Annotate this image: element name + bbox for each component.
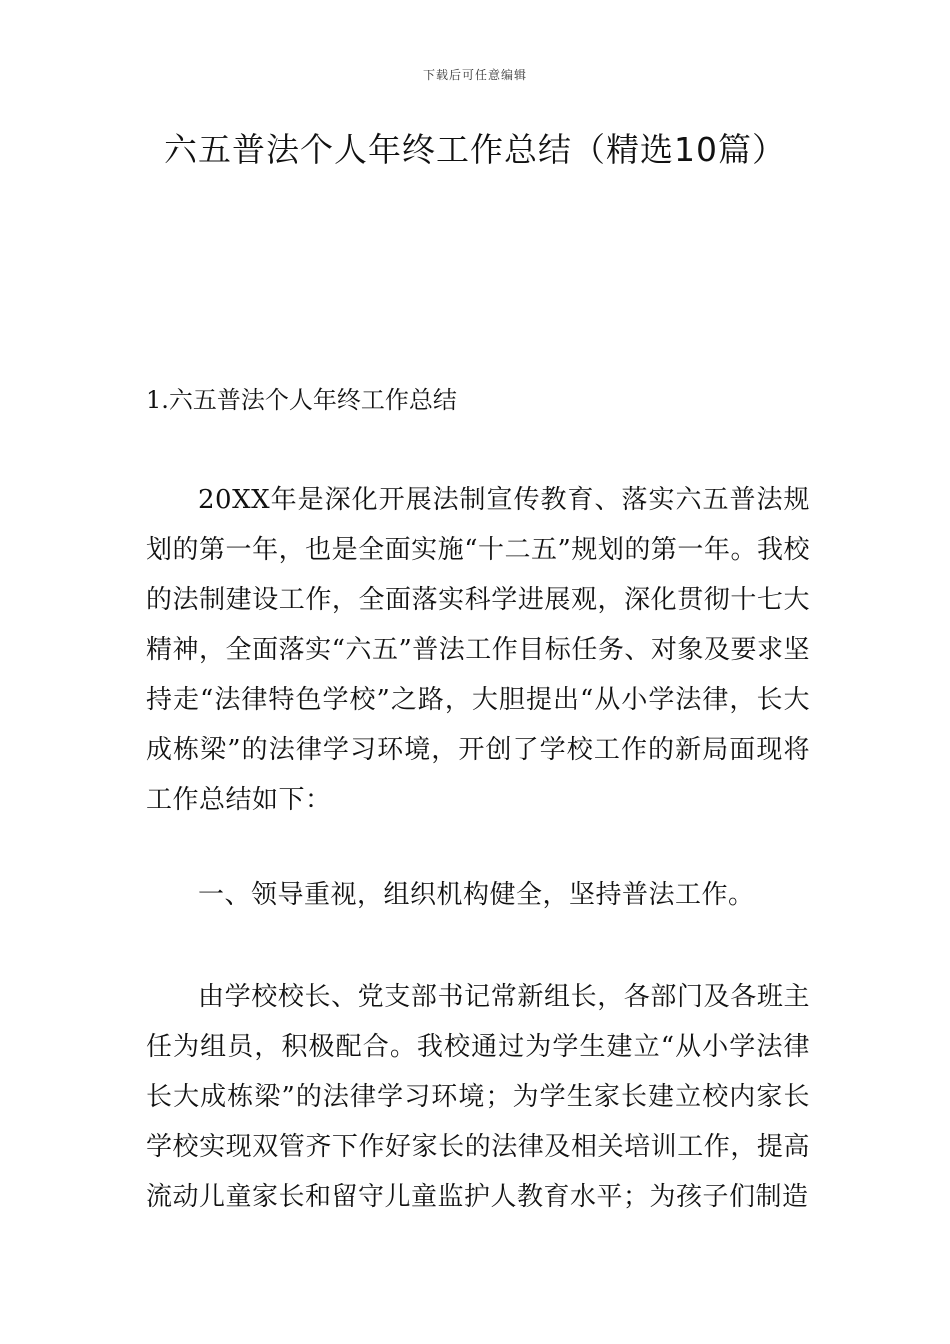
paragraph-intro: 20XX年是深化开展法制宣传教育、落实六五普法规划的第一年，也是全面实施“十二五”规划的第一年。我校的法制建设工作，全面落实科学进展观，深化贯彻十七大精神，全面落实“六五”普法工作目标任务、对象及要求坚持走“法律特色学校”之路，大胆提出“从小学法律，长大成栋梁”的法律学习环境，开创了学校工作的新局面现将工作总结如下： [146,485,810,815]
header-note: 下载后可任意编辑 [422,68,527,82]
paragraph-subheading: 一、领导重视，组织机构健全，坚持普法工作。 [198,880,755,910]
paragraph-organization: 由学校校长、党支部书记常新组长，各部门及各班主任为组员，积极配合。我校通过为学生建立“从小学法律长大成栋梁”的法律学习环境；为学生家长建立校内家长学校实现双管齐下作好家长的法律及相关培训工作，提高流动儿童家长和留守儿童监护人教育水平；为孩子们制造 [146,982,810,1212]
section-heading: 1.六五普法个人年终工作总结 [146,386,457,414]
document-title: 六五普法个人年终工作总结（精选10篇） [164,130,786,169]
